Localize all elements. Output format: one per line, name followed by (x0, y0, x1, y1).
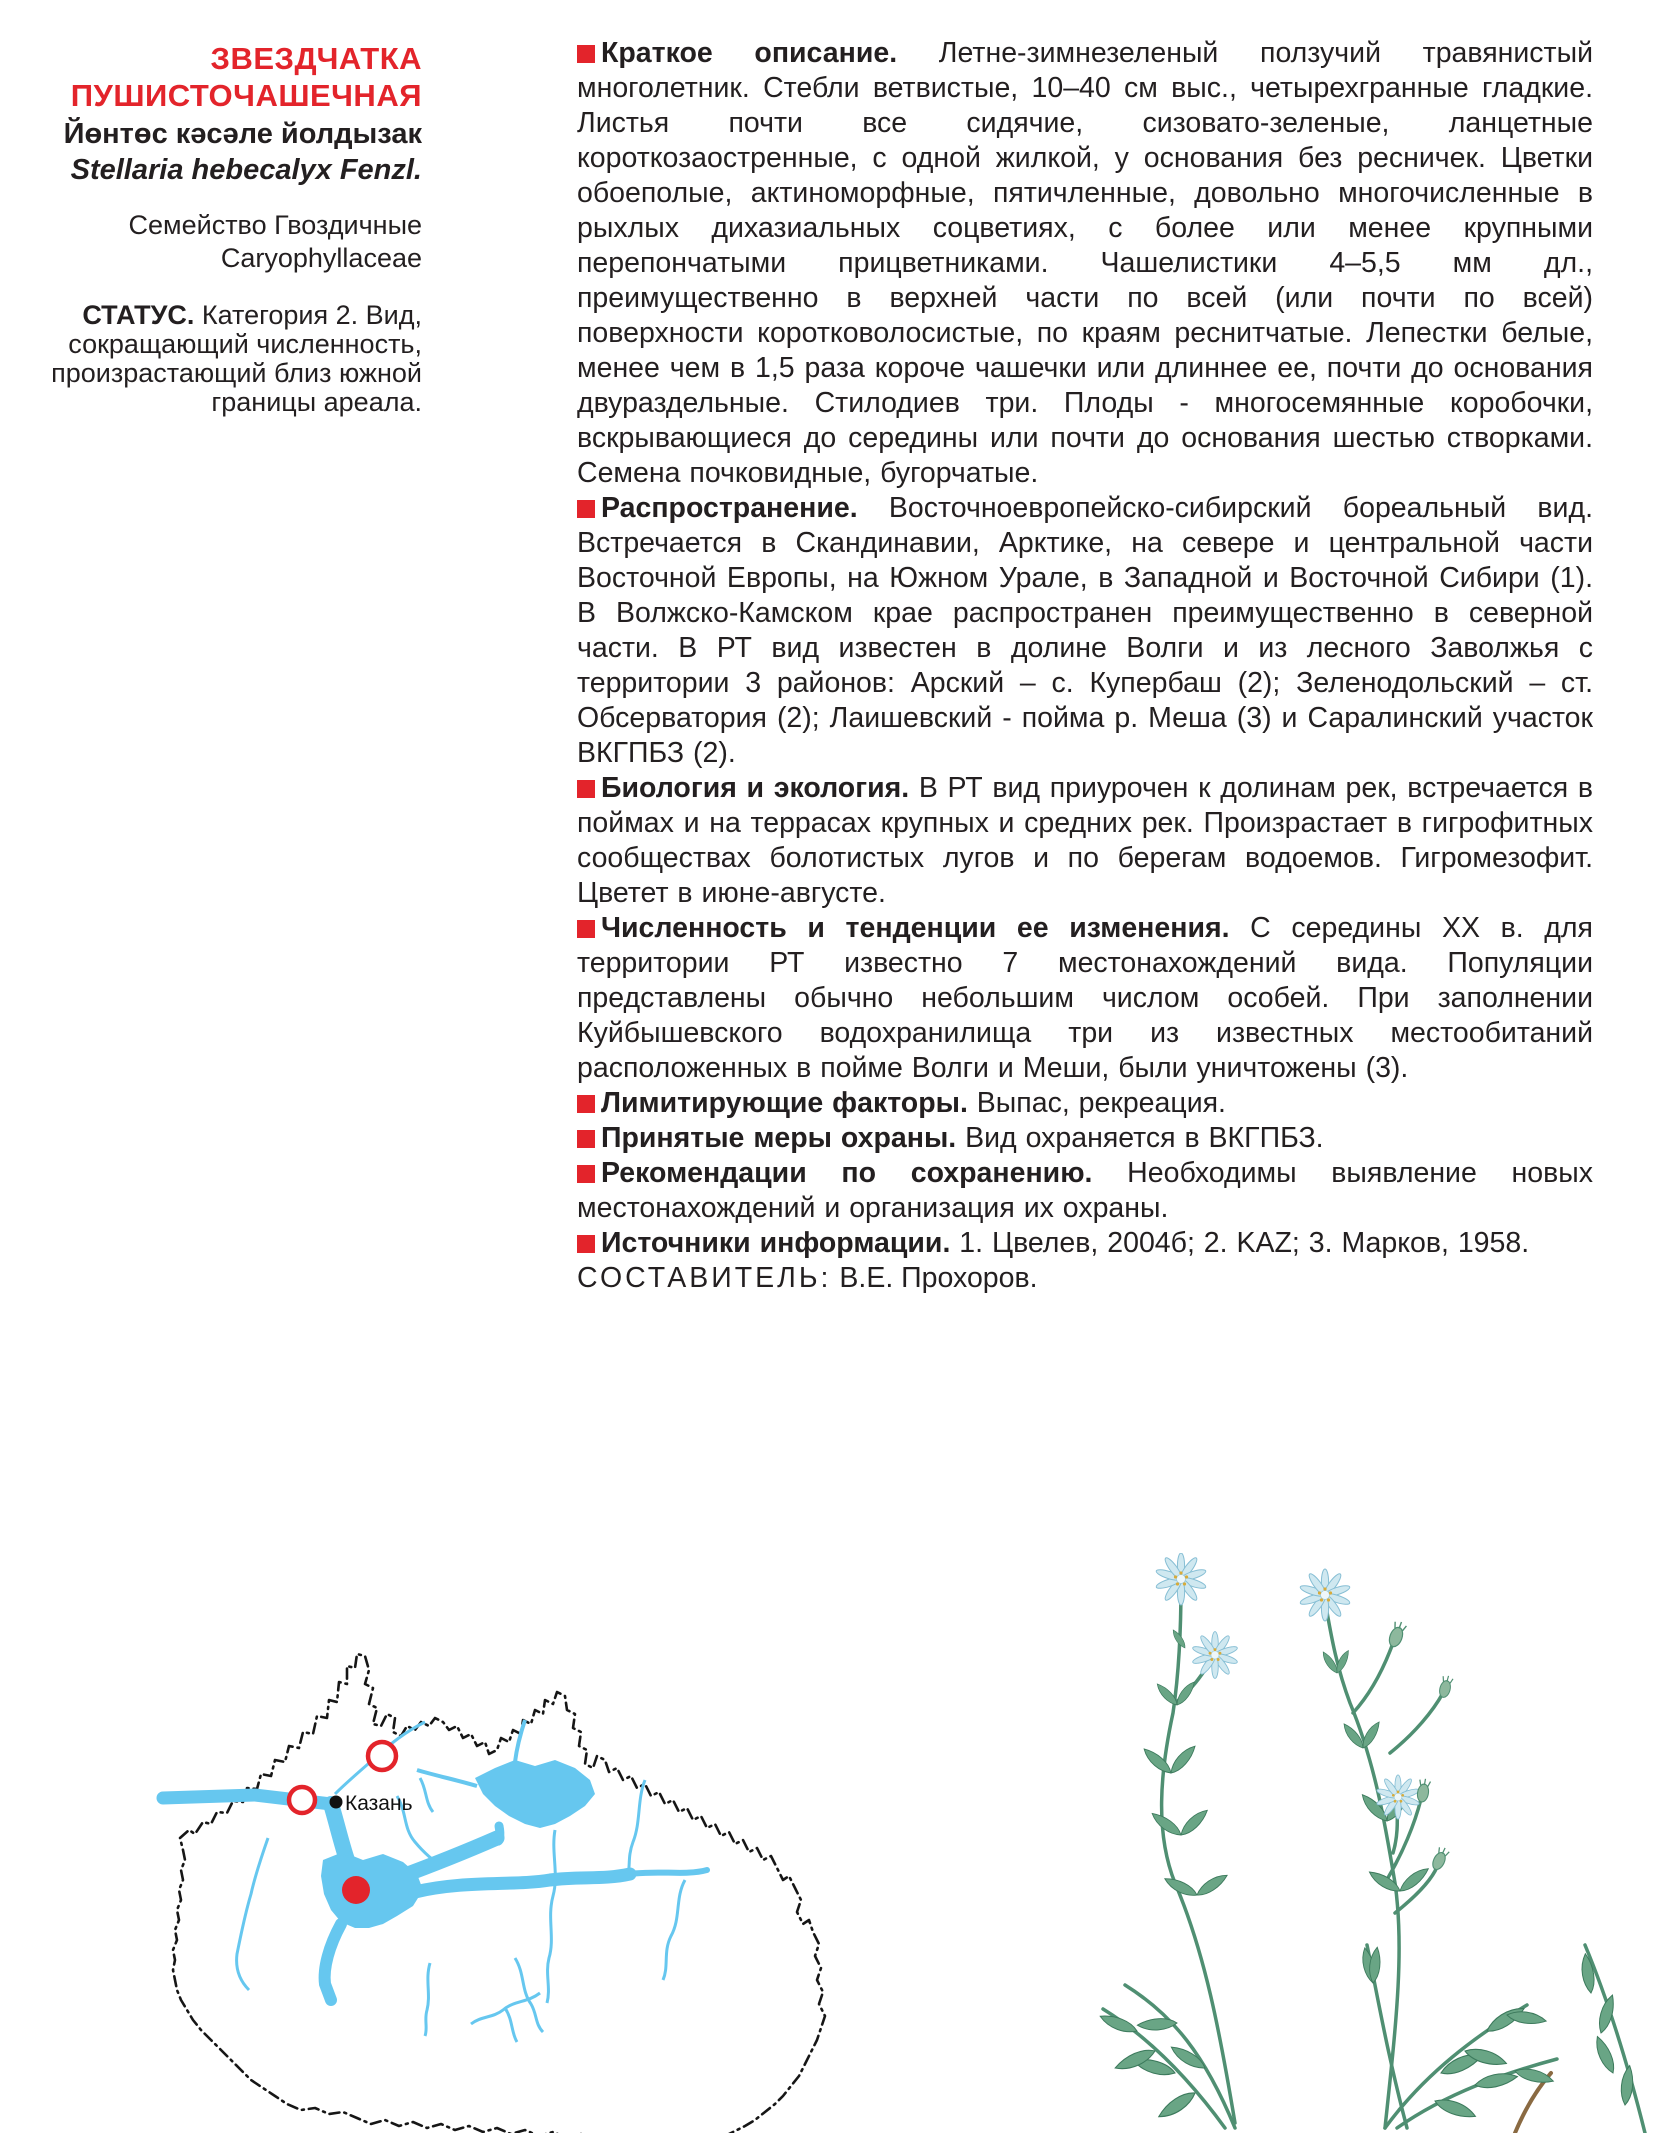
section-text: Летне-зимнезеленый ползучий травянистый многолетник. Стебли ветвистые, 10–40 см выс., четырехгранные гладкие. Листья почти все сидячие, сизовато-зеленые, ланцетные короткозаостренные, с одной жилкой, у основания без ресничек. Цветки обоеполые, актиноморфные, пятичленные, довольно многочисленные в рыхлых дихазиальных соцветиях, с более или менее крупными перепончатыми прицветниками. Чашелистики 4–5,5 мм дл., преимущественно в верхней части по всей (или почти по всей) поверхности коротковолосистые, по краям реснитчатые. Лепестки белые, менее чем в 1,5 раза короче чашечки или длиннее ее, почти до основания двураздельные. Стилодиев три. Плоды - многосемянные коробочки, вскрывающиеся до середины или почти до основания шестью створками. Семена почковидные, бугорчатые. (577, 37, 1594, 489)
volga-tail (325, 1924, 341, 2000)
red-square-bullet-icon (577, 45, 595, 63)
section-lead: Распространение. (601, 492, 858, 524)
city-label: Казань (345, 1792, 413, 1815)
section-lead: Биология и экология. (601, 772, 910, 804)
section-lead: Краткое описание. (601, 37, 898, 69)
extinct-locality-marker-icon (368, 1742, 396, 1770)
city-dot-icon (330, 1796, 343, 1809)
distribution-map (85, 1628, 900, 2133)
section-biology-ecology (577, 771, 1593, 911)
section-lead: Численность и тенденции ее изменения. (601, 912, 1230, 944)
river-south-1 (425, 1963, 430, 2036)
species-family (36, 209, 422, 275)
section-text: Вид охраняется в ВКГПБЗ. (965, 1122, 1324, 1154)
tatarstan-map-figure (85, 1628, 900, 2133)
section-protection-measures (577, 1121, 1593, 1156)
red-square-bullet-icon (577, 1130, 595, 1148)
section-recommendations (577, 1156, 1593, 1226)
section-text: Необходимы выявление новых местонахождений и организация их охраны. (577, 1157, 1593, 1224)
river-east-2 (627, 1780, 645, 1878)
river-blob-arm-west (417, 1770, 477, 1786)
section-limiting-factors (577, 1086, 1593, 1121)
red-square-bullet-icon (577, 1235, 595, 1253)
river-south-2-branch (505, 2008, 517, 2042)
water-bodies (163, 1720, 707, 2042)
stellaria-drawing (1085, 1553, 1653, 2133)
family-russian: Семейство Гвоздичные (128, 210, 422, 240)
river-mesha-branch (420, 1778, 433, 1812)
red-square-bullet-icon (577, 1165, 595, 1183)
section-lead: Источники информации. (601, 1227, 951, 1259)
species-name-tatar: Йөнтөс кәсәле йолдызак (63, 118, 422, 150)
current-locality-marker-icon (342, 1876, 370, 1904)
section-lead: Рекомендации по сохранению. (601, 1157, 1093, 1189)
section-text: 1. Цвелев, 2004б; 2. KAZ; 3. Марков, 1958. (959, 1227, 1530, 1259)
kama-lower-arm (415, 1874, 630, 1892)
section-text: С середины XX в. для территории РТ известно 7 местонахождений вида. Популяции представлены обычно небольшим числом особей. При заполнении Куйбышевского водохранилища три из известных местообитаний расположенных в пойме Волги и Меши, были уничтожены (3). (577, 912, 1593, 1084)
extinct-locality-marker-icon (289, 1787, 315, 1813)
kuybyshev-reservoir (321, 1852, 423, 1928)
compiler-line (577, 1261, 1593, 1296)
region-border-outline (173, 1654, 825, 2133)
section-sources (577, 1226, 1593, 1261)
section-text: Выпас, рекреация. (976, 1087, 1226, 1119)
northeast-reservoir (475, 1760, 595, 1828)
kama-lower-arm-thin (630, 1870, 707, 1874)
section-lead: Принятые меры охраны. (601, 1122, 957, 1154)
section-text: Восточноевропейско-сибирский бореальный вид. Встречается в Скандинавии, Арктике, на севере и центральной части Восточной Европы, на Южном Урале, в Западной и Восточной Сибири (1). В Волжско-Камском крае распространен преимущественно в северной части. В РТ вид известен в долине Волги и из лесного Заволжья с территории 3 районов: Арский – с. Купербаш (2); Зеленодольский – ст. Обсерватория (2); Лаишевский - пойма р. Меша (3) и Саралинский участок ВКГПБЗ (2). (577, 492, 1593, 769)
species-name-latin: Stellaria hebecalyx Fenzl. (70, 154, 422, 186)
red-square-bullet-icon (577, 780, 595, 798)
status-text: Категория 2. Вид, сокращающий численность, произрастающий близ южной границы ареала. (51, 300, 422, 417)
red-square-bullet-icon (577, 500, 595, 518)
compiler-label: СОСТАВИТЕЛЬ: (577, 1262, 832, 1294)
species-title-line1: ЗВЕЗДЧАТКА (210, 41, 422, 76)
section-population-trends (577, 911, 1593, 1086)
red-square-bullet-icon (577, 920, 595, 938)
family-latin: Caryophyllaceae (220, 243, 422, 273)
kama-arm (397, 1838, 497, 1878)
species-header (36, 40, 422, 417)
river-blob-arm-north (515, 1720, 525, 1762)
plant-leaves (1098, 1628, 1636, 2123)
status-label: СТАТУС. (82, 300, 195, 330)
species-status (36, 301, 422, 417)
plant-illustration (1085, 1553, 1653, 2133)
section-text: В РТ вид приурочен к долинам рек, встречается в поймах и на террасах крупных и средних рек. Произрастает в гигрофитных сообществах болотистых лугов и по берегам водоемов. Гигромезофит. Цветет в июне-августе. (577, 772, 1593, 909)
species-title-russian (36, 40, 422, 114)
section-distribution (577, 491, 1593, 771)
section-lead: Лимитирующие факторы. (601, 1087, 968, 1119)
northeast-connector (497, 1826, 500, 1841)
river-east-3 (663, 1880, 685, 1980)
species-title-line2: ПУШИСТОЧАШЕЧНАЯ (70, 78, 422, 113)
species-article (577, 36, 1593, 1296)
river-sviyaga (237, 1838, 268, 1990)
river-east-1 (547, 1830, 555, 2003)
section-description (577, 36, 1593, 491)
red-square-bullet-icon (577, 1095, 595, 1113)
compiler-name: В.Е. Прохоров. (839, 1262, 1038, 1294)
